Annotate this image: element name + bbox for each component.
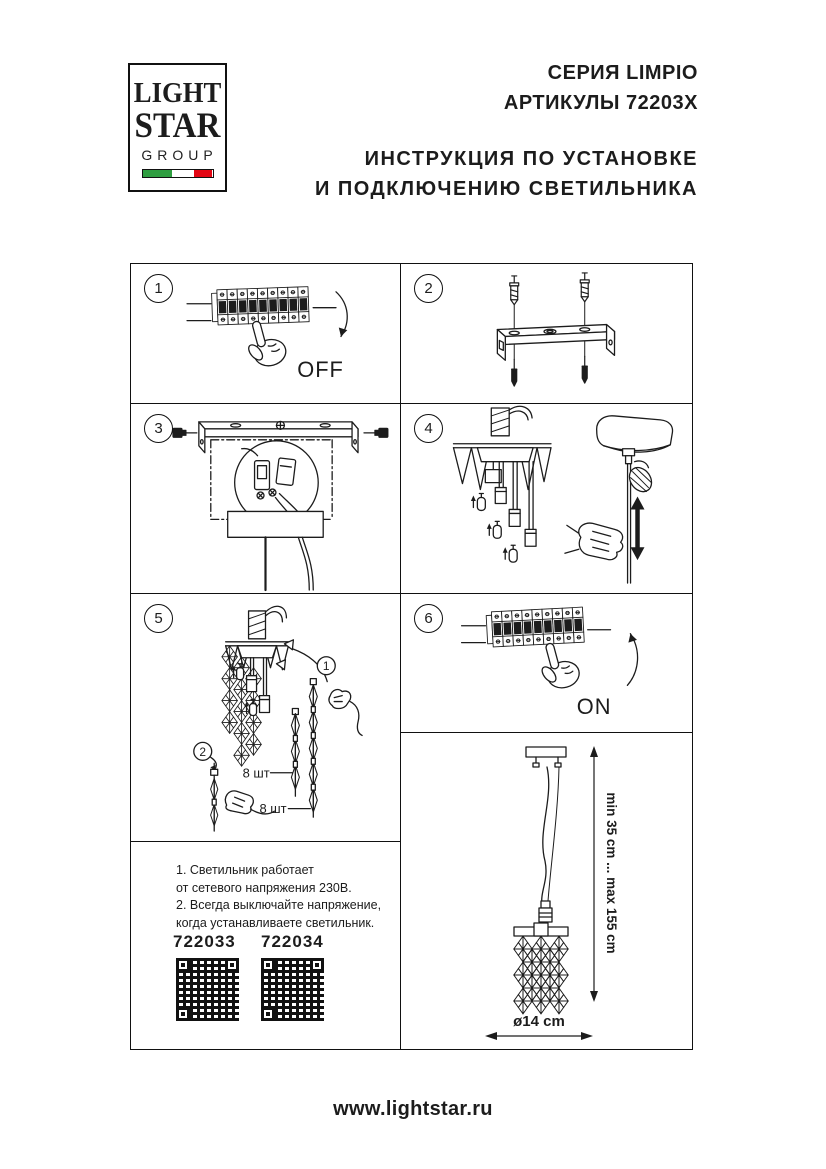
lamp-bulbs-with-arrows [471,494,517,563]
step-5-number: 5 [144,604,173,633]
safety-notes [176,862,381,932]
instruction-title [315,144,698,204]
flag-white-segment [172,170,194,177]
fixture-body-drawing [453,406,550,546]
on-label: ON [576,694,612,720]
logo-word-light: LIGHT [133,77,222,109]
step-2-illustration [401,264,692,403]
note-line: когда устанавливаете светильник. [176,915,375,930]
wall-anchor-icon [580,273,589,302]
qr-finder [310,958,324,972]
pinching-hand-icon [329,690,362,736]
step-5-illustration [131,594,400,841]
articles-title: АРТИКУЛЫ 72203X [503,92,698,114]
fixture-body-drawing [226,606,289,715]
qr-code-722034 [261,958,324,1021]
series-title: СЕРИЯ LIMPIO [547,62,698,84]
diameter-dimension [485,1013,593,1040]
note-line: 1. Светильник работает [176,863,314,877]
callout-2-label: 2 [199,744,207,759]
arrowhead [628,634,637,643]
qr-finder [176,958,190,972]
strand-being-attached [211,763,218,831]
pendant-lamp-drawing [514,747,568,1014]
article-number-722034: 722034 [261,932,324,951]
diameter-label: ø14 cm [513,1013,565,1030]
step-6-illustration [401,594,692,732]
circuit-breaker-drawing [486,607,584,647]
arrowhead [339,328,348,337]
step-1-panel [131,264,401,404]
mounting-bracket-drawing [497,325,614,361]
instruction-title-line2: И ПОДКЛЮЧЕНИЮ СВЕТИЛЬНИКА [314,178,698,200]
article-number-722033: 722033 [173,932,236,951]
circuit-breaker-drawing [211,287,309,325]
step-3-panel [131,404,401,594]
wall-anchor-icon [510,276,519,305]
height-range-label: min 35 cm ... max 155 cm [604,792,619,954]
qr-finder [261,1007,275,1021]
step-2-panel [401,264,692,404]
height-dimension [590,746,619,1002]
hollow-arrowhead [276,660,285,670]
power-cord [298,537,313,590]
off-label: OFF [297,357,344,383]
website-url: www.lightstar.ru [333,1098,493,1120]
step-6-number: 6 [414,604,443,633]
step-2-number: 2 [414,274,443,303]
qr-finder [261,958,275,972]
pointing-hand-icon [533,638,582,693]
callout-1-label: 1 [322,659,330,674]
step-1-number: 1 [144,274,173,303]
dimensions-panel [401,733,692,1049]
qr-code-722033 [176,958,239,1021]
qr-finder [176,1007,190,1021]
flag-green-segment [143,170,172,177]
pendant-dimension-drawing [401,733,692,1049]
canopy-drawing [228,511,323,537]
side-screw-icon [173,428,197,437]
note-line: 2. Всегда выключайте напряжение, [176,898,382,912]
quantity-label-bottom: 8 шт [259,801,287,817]
step-5-panel [131,594,401,842]
logo-word-group: GROUP [141,147,218,164]
instruction-title-line1: ИНСТРУКЦИЯ ПО УСТАНОВКЕ [364,148,698,170]
notes-panel [131,842,401,1049]
step-3-number: 3 [144,414,173,443]
loose-strand [309,679,317,817]
flag-red-segment [194,170,213,177]
screw-icon [582,356,587,383]
lightstar-logo [128,63,227,192]
italian-flag-stripe [142,169,214,178]
step-4-illustration [401,404,692,593]
quantity-label-top: 8 шт [242,765,270,781]
steps-grid [130,263,693,1050]
loose-strand [291,709,299,797]
step-4-number: 4 [414,414,443,443]
note-line: от сетевого напряжения 230В. [176,880,352,895]
logo-word-star: STAR [134,105,221,145]
up-down-arrow-icon [631,497,645,561]
screw-icon [512,359,517,386]
gripping-hand-icon [565,523,623,560]
side-screw-icon [364,428,388,437]
qr-finder [225,958,239,972]
step-6-panel [401,594,692,733]
step-4-panel [401,404,692,594]
